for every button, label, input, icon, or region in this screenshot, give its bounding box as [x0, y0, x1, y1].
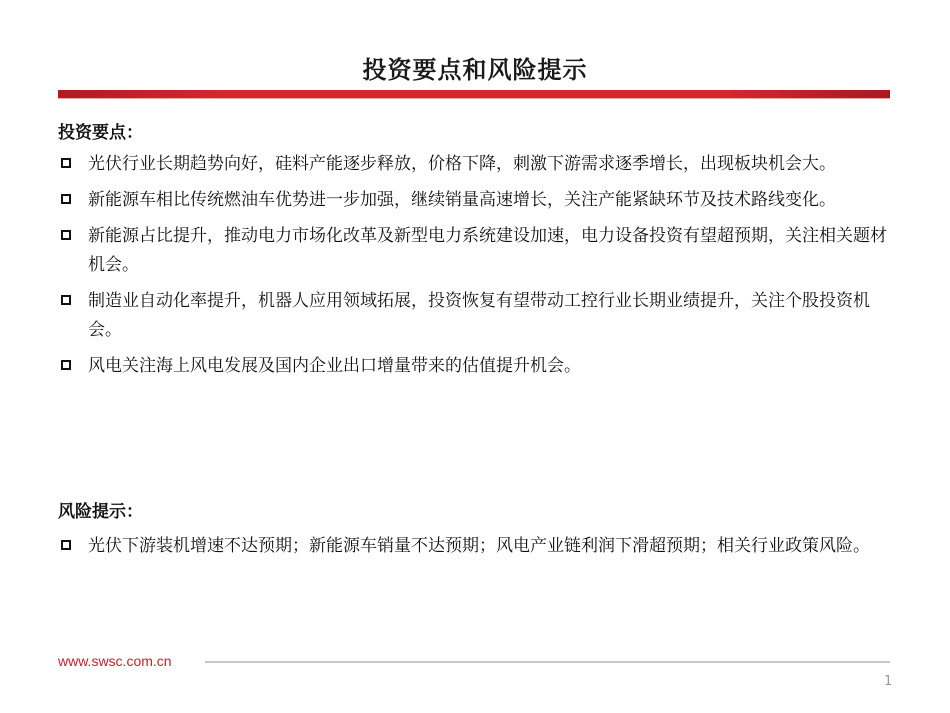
risk-heading: 风险提示： — [58, 502, 143, 522]
slide-title: 投资要点和风险提示 — [362, 56, 588, 84]
footer-url: www.swsc.com.cn — [58, 653, 172, 669]
investment-item — [58, 287, 898, 345]
investment-item — [58, 186, 898, 215]
investment-item — [58, 150, 898, 179]
title-divider-bar — [58, 90, 890, 98]
investment-item-text: 新能源占比提升，推动电力市场化改革及新型电力系统建设加速，电力设备投资有望超预期，关注相关题材机会。 — [88, 226, 887, 275]
checkbox-bullet-icon — [61, 360, 71, 370]
investment-item-text: 光伏行业长期趋势向好，硅料产能逐步释放，价格下降，刺激下游需求逐季增长，出现板块机会大。 — [88, 154, 836, 174]
investment-item — [58, 352, 898, 381]
title-divider-underline — [58, 98, 890, 99]
investment-item — [58, 222, 898, 280]
investment-item-text: 风电关注海上风电发展及国内企业出口增量带来的估值提升机会。 — [88, 356, 581, 376]
risk-item-text: 光伏下游装机增速不达预期；新能源车销量不达预期；风电产业链利润下滑超预期；相关行业政策风险。 — [88, 536, 870, 556]
checkbox-bullet-icon — [61, 295, 71, 305]
footer-divider — [205, 661, 890, 663]
checkbox-bullet-icon — [61, 158, 71, 168]
checkbox-bullet-icon — [61, 194, 71, 204]
investment-heading: 投资要点： — [58, 123, 143, 143]
risk-list — [58, 532, 898, 568]
risk-item — [58, 532, 898, 561]
investment-item-text: 制造业自动化率提升，机器人应用领域拓展，投资恢复有望带动工控行业长期业绩提升，关注个股投资机会。 — [88, 291, 870, 340]
investment-item-text: 新能源车相比传统燃油车优势进一步加强，继续销量高速增长，关注产能紧缺环节及技术路线变化。 — [88, 190, 836, 210]
page-number: 1 — [884, 674, 893, 689]
investment-list — [58, 150, 898, 388]
checkbox-bullet-icon — [61, 540, 71, 550]
checkbox-bullet-icon — [61, 230, 71, 240]
